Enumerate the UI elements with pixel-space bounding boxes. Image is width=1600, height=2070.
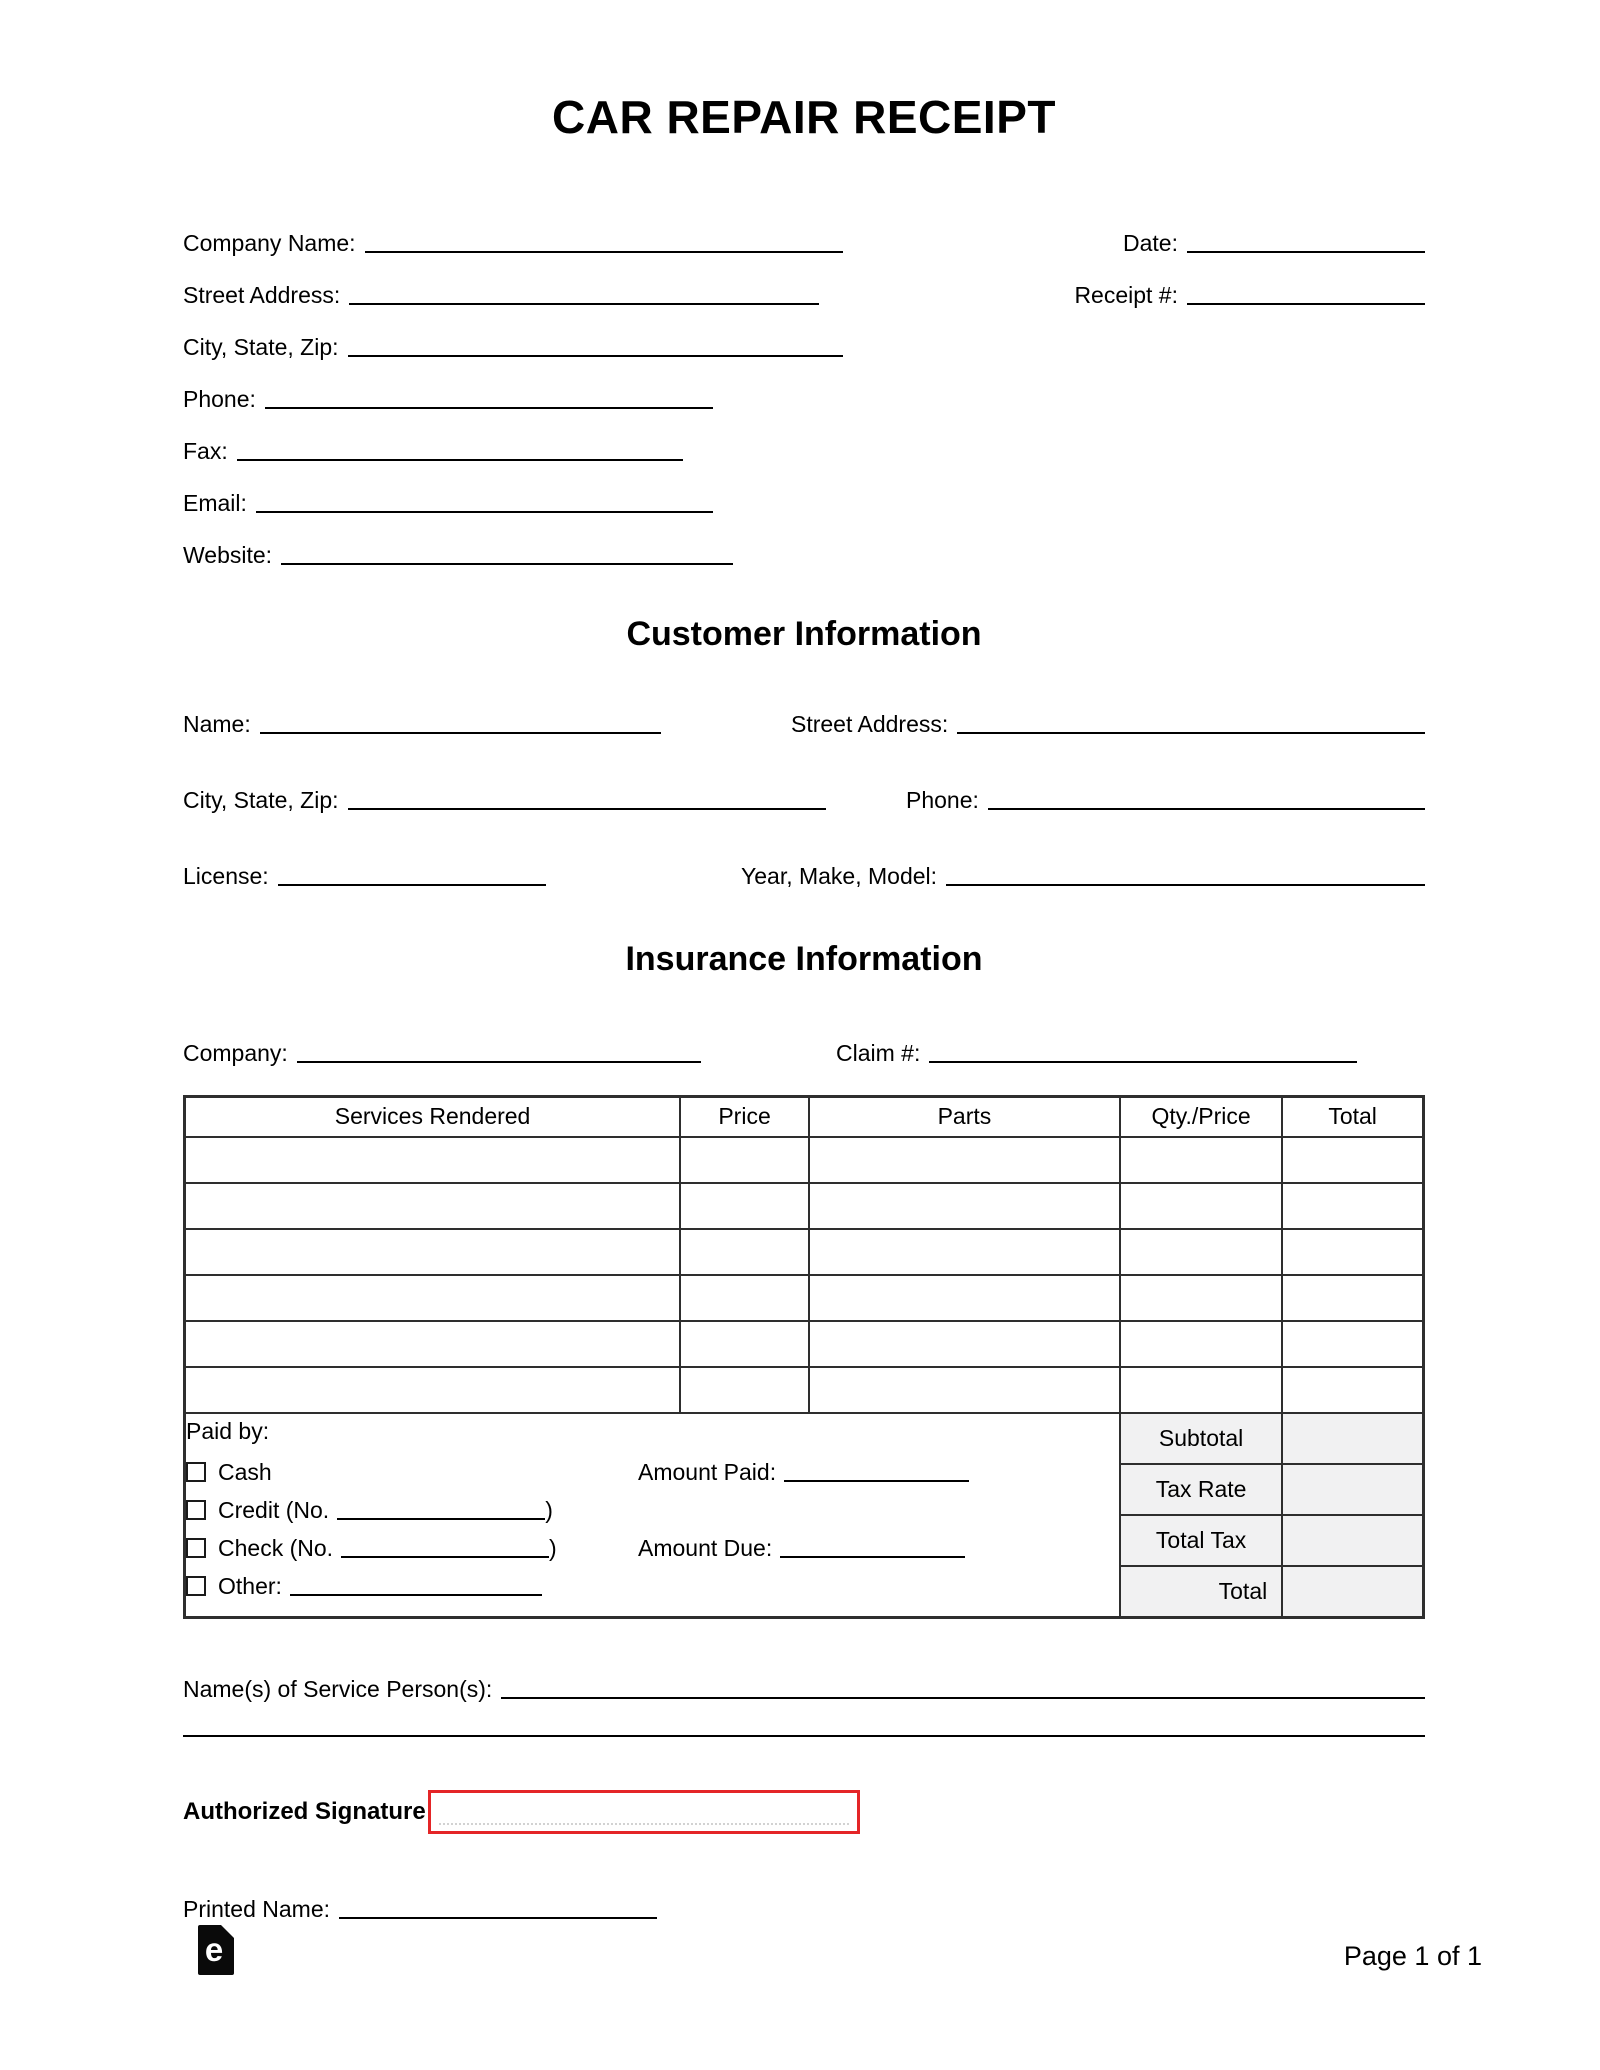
insurance-company-blank[interactable] <box>297 1061 701 1063</box>
amount-paid-blank[interactable] <box>784 1480 969 1482</box>
date-label: Date: <box>1123 230 1178 257</box>
table-cell[interactable] <box>809 1229 1120 1275</box>
service-persons-blank[interactable] <box>501 1697 1425 1699</box>
customer-city-blank[interactable] <box>348 808 826 810</box>
table-cell[interactable] <box>1120 1367 1282 1413</box>
customer-license-blank[interactable] <box>278 884 546 886</box>
page-footer <box>198 1925 1482 1975</box>
table-row <box>185 1183 1424 1229</box>
company-phone-blank[interactable] <box>265 407 713 409</box>
company-fax-blank[interactable] <box>237 459 683 461</box>
company-fax-row <box>183 413 843 465</box>
table-cell[interactable] <box>680 1367 809 1413</box>
subtotal-label: Subtotal <box>1120 1413 1282 1464</box>
receipt-number-blank[interactable] <box>1187 303 1425 305</box>
service-persons-row <box>183 1663 1425 1703</box>
printed-name-blank[interactable] <box>339 1917 657 1919</box>
table-cell[interactable] <box>680 1321 809 1367</box>
col-header-price: Price <box>680 1096 809 1137</box>
customer-year-make-model-label: Year, Make, Model: <box>741 863 938 890</box>
table-cell[interactable] <box>809 1367 1120 1413</box>
services-table <box>183 1095 1425 1619</box>
company-website-label: Website: <box>183 542 273 569</box>
subtotal-value-cell[interactable] <box>1282 1413 1423 1464</box>
receipt-number-label: Receipt #: <box>1074 282 1178 309</box>
paid-by-label: Paid by: <box>186 1417 270 1444</box>
paid-by-credit-line <box>186 1486 1119 1524</box>
table-cell[interactable] <box>680 1137 809 1183</box>
customer-row-2 <box>183 770 1425 814</box>
page-title: CAR REPAIR RECEIPT <box>552 91 1056 143</box>
customer-name-label: Name: <box>183 711 251 738</box>
total-value-cell[interactable] <box>1282 1566 1423 1618</box>
date-row <box>1080 205 1425 257</box>
company-name-label: Company Name: <box>183 230 356 257</box>
company-phone-row <box>183 361 843 413</box>
customer-phone-label: Phone: <box>906 787 979 814</box>
col-header-parts: Parts <box>809 1096 1120 1137</box>
authorized-signature-label: Authorized Signature <box>183 1797 426 1825</box>
total-tax-value-cell[interactable] <box>1282 1515 1423 1566</box>
table-cell[interactable] <box>680 1229 809 1275</box>
company-fax-label: Fax: <box>183 438 228 465</box>
paid-by-check-line <box>186 1524 1119 1562</box>
insurance-claim-blank[interactable] <box>929 1061 1357 1063</box>
table-row <box>185 1321 1424 1367</box>
col-header-total: Total <box>1282 1096 1423 1137</box>
table-cell[interactable] <box>185 1275 681 1321</box>
service-persons-blank-line2[interactable] <box>183 1735 1425 1737</box>
table-cell[interactable] <box>1120 1321 1282 1367</box>
table-cell[interactable] <box>809 1321 1120 1367</box>
amount-due-blank[interactable] <box>780 1556 965 1558</box>
table-cell[interactable] <box>809 1183 1120 1229</box>
other-checkbox[interactable] <box>186 1576 206 1596</box>
table-cell[interactable] <box>185 1321 681 1367</box>
table-row <box>185 1229 1424 1275</box>
company-name-row <box>183 205 843 257</box>
company-website-blank[interactable] <box>281 563 733 565</box>
customer-section-heading: Customer Information <box>626 614 982 653</box>
table-cell[interactable] <box>185 1367 681 1413</box>
amount-due-label: Amount Due: <box>638 1535 773 1562</box>
check-number-blank[interactable] <box>341 1556 549 1558</box>
customer-street-label: Street Address: <box>791 711 949 738</box>
company-street-blank[interactable] <box>349 303 819 305</box>
table-cell[interactable] <box>1282 1229 1423 1275</box>
check-checkbox[interactable] <box>186 1538 206 1558</box>
table-cell[interactable] <box>1120 1229 1282 1275</box>
other-blank[interactable] <box>290 1594 542 1596</box>
tax-rate-label: Tax Rate <box>1120 1464 1282 1515</box>
page-number-label: Page 1 of 1 <box>1343 1941 1482 1971</box>
customer-year-make-model-blank[interactable] <box>946 884 1425 886</box>
receipt-number-row <box>1074 257 1425 309</box>
customer-license-label: License: <box>183 863 269 890</box>
table-cell[interactable] <box>1282 1137 1423 1183</box>
company-email-blank[interactable] <box>256 511 713 513</box>
customer-phone-blank[interactable] <box>988 808 1425 810</box>
insurance-claim-label: Claim #: <box>836 1040 921 1067</box>
table-cell[interactable] <box>809 1275 1120 1321</box>
customer-row-1 <box>183 694 1425 738</box>
insurance-company-label: Company: <box>183 1040 288 1067</box>
check-label: Check (No. <box>218 1535 334 1562</box>
printed-name-row <box>183 1879 1425 1923</box>
table-cell[interactable] <box>185 1229 681 1275</box>
credit-paren: ) <box>545 1497 553 1524</box>
company-email-label: Email: <box>183 490 247 517</box>
check-paren: ) <box>549 1535 557 1562</box>
table-cell[interactable] <box>185 1137 681 1183</box>
insurance-row <box>183 1023 1425 1067</box>
total-label: Total <box>1120 1566 1282 1618</box>
customer-name-blank[interactable] <box>260 732 661 734</box>
table-cell[interactable] <box>1120 1137 1282 1183</box>
insurance-section-heading: Insurance Information <box>625 939 983 978</box>
table-cell[interactable] <box>1120 1183 1282 1229</box>
company-city-label: City, State, Zip: <box>183 334 339 361</box>
printed-name-label: Printed Name: <box>183 1896 331 1923</box>
col-header-qty-price: Qty./Price <box>1120 1096 1282 1137</box>
paid-by-cell <box>185 1413 1120 1618</box>
customer-row-3 <box>183 846 1425 890</box>
company-city-blank[interactable] <box>348 355 843 357</box>
table-cell[interactable] <box>1120 1275 1282 1321</box>
company-phone-label: Phone: <box>183 386 256 413</box>
tax-rate-value-cell[interactable] <box>1282 1464 1423 1515</box>
company-name-blank[interactable] <box>365 251 843 253</box>
credit-label: Credit (No. <box>218 1497 330 1524</box>
authorized-signature-row <box>183 1789 1425 1835</box>
credit-number-blank[interactable] <box>337 1518 545 1520</box>
table-row <box>185 1137 1424 1183</box>
credit-checkbox[interactable] <box>186 1500 206 1520</box>
company-street-label: Street Address: <box>183 282 341 309</box>
table-cell[interactable] <box>1282 1367 1423 1413</box>
table-row <box>185 1275 1424 1321</box>
eforms-logo-icon <box>198 1925 234 1975</box>
company-website-row <box>183 517 843 569</box>
amount-paid-label: Amount Paid: <box>638 1459 777 1486</box>
col-header-services-rendered: Services Rendered <box>185 1096 681 1137</box>
company-city-row <box>183 309 843 361</box>
service-persons-label: Name(s) of Service Person(s): <box>183 1676 493 1703</box>
table-cell[interactable] <box>1282 1321 1423 1367</box>
date-blank[interactable] <box>1187 251 1425 253</box>
table-row <box>185 1367 1424 1413</box>
company-street-row <box>183 257 843 309</box>
table-cell[interactable] <box>809 1137 1120 1183</box>
paid-by-cash-line <box>186 1448 1119 1486</box>
table-cell[interactable] <box>185 1183 681 1229</box>
company-info-section <box>183 205 1425 569</box>
table-cell[interactable] <box>1282 1183 1423 1229</box>
cash-checkbox[interactable] <box>186 1462 206 1482</box>
services-table-header-row <box>185 1096 1424 1137</box>
totals-row-subtotal <box>185 1413 1424 1464</box>
eforms-logo-letter: e <box>204 1931 224 1968</box>
other-label: Other: <box>218 1573 282 1600</box>
table-cell[interactable] <box>680 1275 809 1321</box>
company-email-row <box>183 465 843 517</box>
customer-street-blank[interactable] <box>957 732 1425 734</box>
paid-by-other-line <box>186 1562 1119 1600</box>
customer-city-label: City, State, Zip: <box>183 787 339 814</box>
table-cell[interactable] <box>1282 1275 1423 1321</box>
total-tax-label: Total Tax <box>1120 1515 1282 1566</box>
signature-field-box[interactable] <box>428 1790 860 1834</box>
cash-label: Cash <box>218 1459 272 1486</box>
table-cell[interactable] <box>680 1183 809 1229</box>
